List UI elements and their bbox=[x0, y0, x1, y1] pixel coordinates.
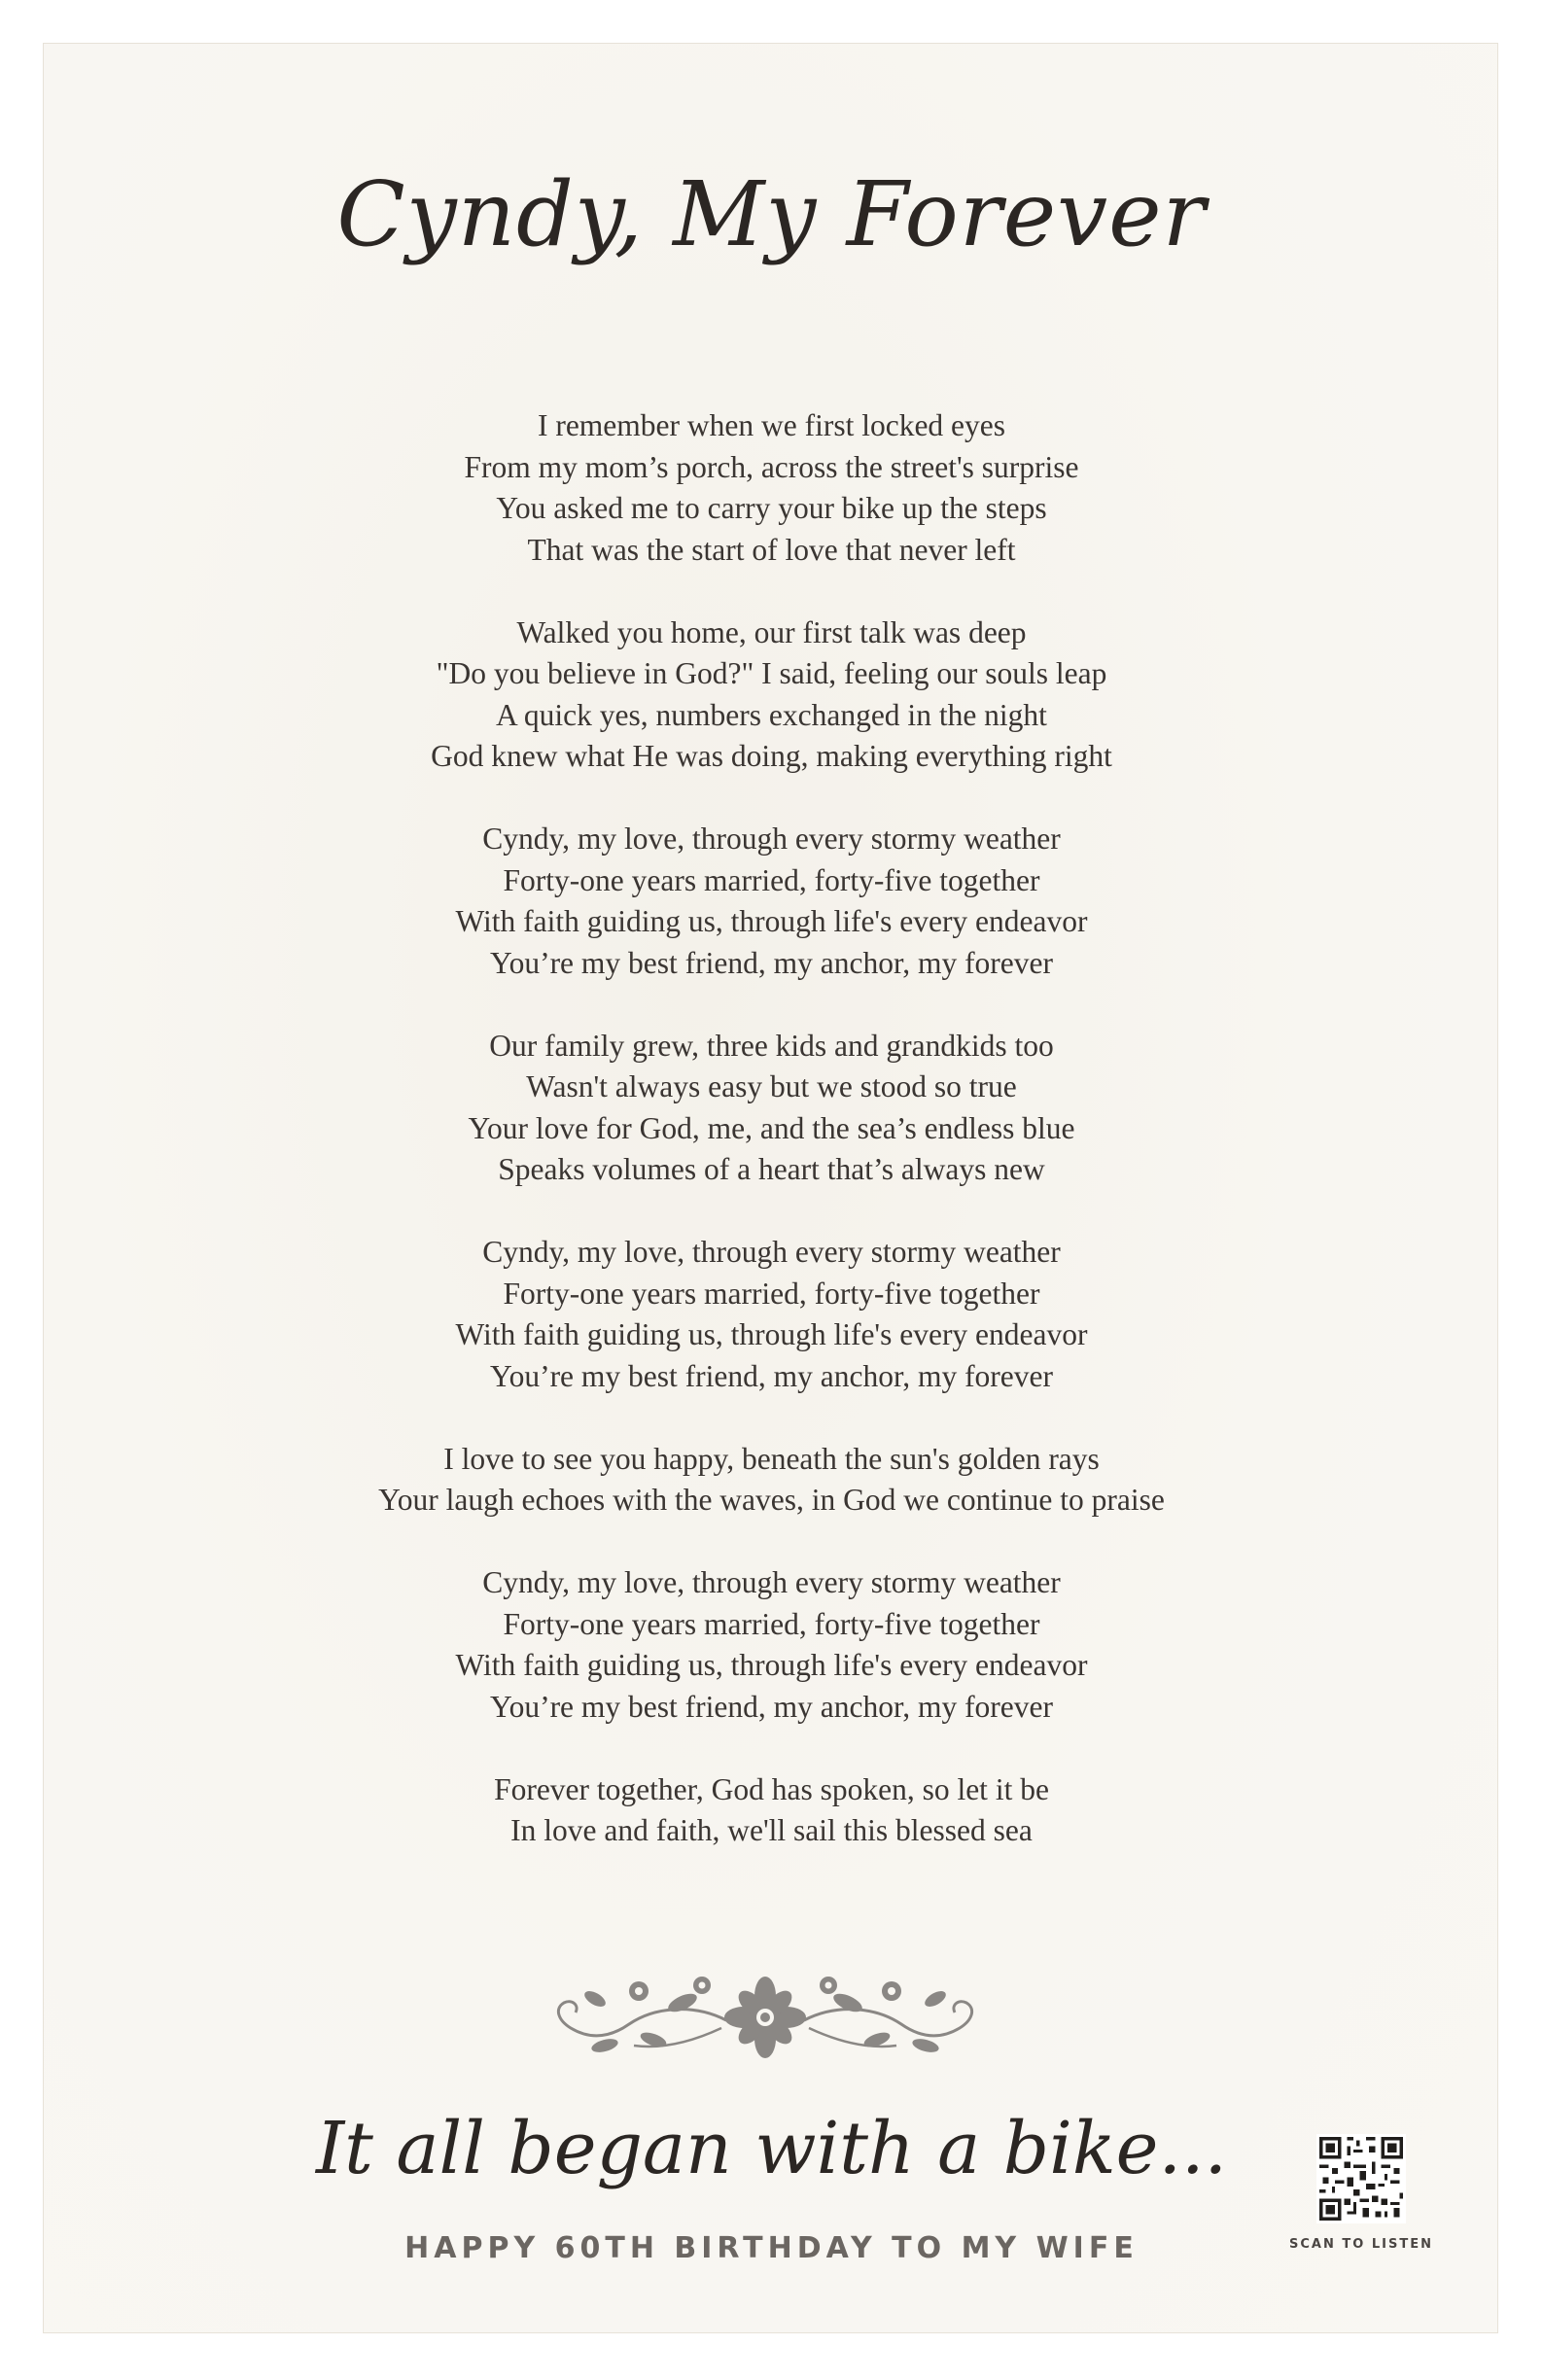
qr-label: SCAN TO LISTEN bbox=[1289, 2237, 1433, 2252]
stanza-bridge bbox=[44, 1439, 1499, 1522]
lyric-line: Forty-one years married, forty-five together bbox=[503, 1606, 1040, 1641]
tagline: It all began with a bike... bbox=[315, 2107, 1228, 2190]
lyric-line: Speaks volumes of a heart that’s always new bbox=[498, 1152, 1045, 1186]
lyric-line: Forever together, God has spoken, so let it be bbox=[494, 1771, 1049, 1806]
lyric-line: Your laugh echoes with the waves, in God we continue to praise bbox=[378, 1483, 1165, 1517]
lyric-line: Cyndy, my love, through every stormy weather bbox=[482, 1235, 1061, 1269]
stanza-chorus bbox=[44, 1232, 1499, 1397]
lyrics-body bbox=[44, 405, 1499, 1893]
lyric-line: You’re my best friend, my anchor, my forever bbox=[489, 1689, 1053, 1724]
stanza-chorus bbox=[44, 819, 1499, 984]
stanza bbox=[44, 1026, 1499, 1191]
lyric-line: I love to see you happy, beneath the sun's golden rays bbox=[443, 1441, 1100, 1476]
lyric-line: Our family grew, three kids and grandkids too bbox=[489, 1028, 1054, 1063]
lyric-line: Cyndy, my love, through every stormy weather bbox=[482, 1565, 1061, 1599]
lyric-line: Walked you home, our first talk was deep bbox=[516, 614, 1027, 649]
lyric-line: You’re my best friend, my anchor, my forever bbox=[489, 1358, 1053, 1393]
lyric-line: With faith guiding us, through life's every endeavor bbox=[455, 1317, 1088, 1351]
qr-block[interactable] bbox=[1279, 2134, 1444, 2252]
lyric-line: Forty-one years married, forty-five together bbox=[503, 1276, 1040, 1311]
stanza bbox=[44, 405, 1499, 571]
poster-title: Cyndy, My Forever bbox=[336, 162, 1207, 266]
lyric-line: Forty-one years married, forty-five together bbox=[503, 862, 1040, 897]
lyric-line: You asked me to carry your bike up the steps bbox=[496, 491, 1047, 525]
floral-divider-icon bbox=[537, 1964, 994, 2071]
lyric-line: I remember when we first locked eyes bbox=[537, 408, 1006, 442]
stanza-outro bbox=[44, 1769, 1499, 1852]
lyric-line: From my mom’s porch, across the street's surprise bbox=[464, 449, 1079, 484]
lyric-line: Wasn't always easy but we stood so true bbox=[526, 1069, 1017, 1103]
lyric-line: With faith guiding us, through life's every endeavor bbox=[455, 1648, 1088, 1682]
stanza-chorus bbox=[44, 1562, 1499, 1728]
lyric-line: With faith guiding us, through life's every endeavor bbox=[455, 904, 1088, 938]
lyric-line: Cyndy, my love, through every stormy weather bbox=[482, 822, 1061, 856]
lyric-line: Your love for God, me, and the sea’s endless blue bbox=[468, 1110, 1075, 1145]
stanza bbox=[44, 612, 1499, 778]
qr-code-icon[interactable] bbox=[1316, 2134, 1406, 2223]
lyric-line: That was the start of love that never left bbox=[527, 532, 1016, 567]
lyric-line: "Do you believe in God?" I said, feeling our souls leap bbox=[436, 656, 1107, 690]
lyric-line: A quick yes, numbers exchanged in the night bbox=[496, 697, 1047, 732]
lyric-line: God knew what He was doing, making everything right bbox=[431, 739, 1112, 773]
lyric-line: In love and faith, we'll sail this blessed sea bbox=[510, 1813, 1033, 1847]
birthday-subtitle: HAPPY 60TH BIRTHDAY TO MY WIFE bbox=[404, 2231, 1139, 2265]
lyric-line: You’re my best friend, my anchor, my forever bbox=[489, 945, 1053, 980]
poster bbox=[43, 43, 1498, 2333]
